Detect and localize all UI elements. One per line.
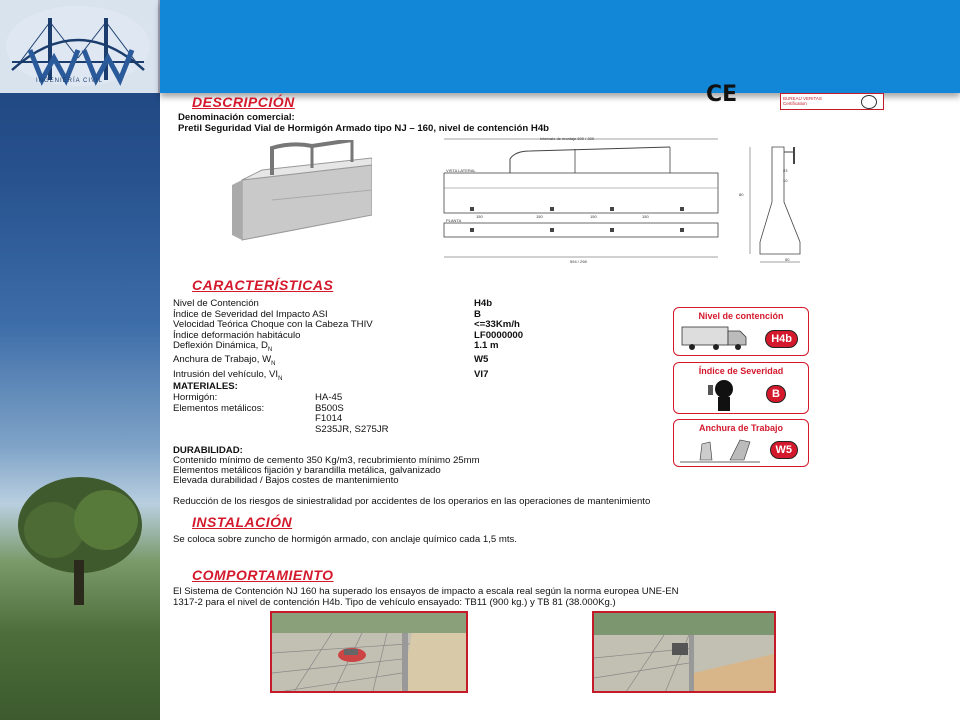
durabilidad-line-2: Elementos metálicos fijación y barandilla metálica, galvanizado [173,465,441,476]
section-dim-b: 10 [783,178,788,183]
comportamiento-line-1: El Sistema de Contención NJ 160 ha superado los ensayos de impacto a escala real según la norma europea UNE-EN [173,586,679,597]
denomination-value: Pretil Seguridad Vial de Hormigón Armado tipo NJ – 160, nivel de contención H4b [178,123,550,134]
crash-test-photo-2 [592,611,776,693]
badge-nivel-title: Nivel de contención [698,311,784,321]
characteristic-subscript: N [267,346,273,353]
university-logo [0,0,160,93]
durabilidad-line-3: Elevada durabilidad / Bajos costes de mantenimiento [173,475,399,486]
materials-table [173,393,389,435]
material-value: S235JR, S275JR [315,423,389,435]
certification-label: BUREAU VERITAS Certification [783,96,822,106]
material-label [173,425,315,436]
material-row [173,414,389,425]
technical-drawing [440,135,720,265]
heading-caracteristicas: CARACTERÍSTICAS [192,277,334,293]
barrier-deflection-icon [680,434,760,464]
characteristic-value: LF0000000 [474,329,524,341]
drawing-bottom-dimension: 594 / 298 [570,259,587,264]
characteristic-label: Índice deformación habitáculo [173,329,301,341]
driver-head-icon [704,377,744,413]
badge-nivel-contencion [673,307,809,356]
characteristic-value: B [474,308,481,320]
characteristic-label: Velocidad Teórica Choque con la Cabeza THIV [173,319,373,330]
drawing-dim-4: 150 [642,214,649,219]
section-drawing [742,142,812,267]
characteristic-label-cell [173,355,474,369]
drawing-dim-1: 150 [476,214,483,219]
characteristic-label: Nivel de Contención [173,298,259,309]
badge-anchura-trabajo [673,419,809,467]
characteristic-value: W5 [474,354,489,366]
characteristic-label: Índice de Severidad del Impacto ASI [173,308,328,320]
drawing-label-lateral: VISTA LATERAL [446,168,476,173]
material-label: Hormigón: [173,392,218,403]
badge-indice-severidad [673,362,809,414]
section-dim-width: 50 [785,257,790,262]
badge-anchura-value: W5 [770,441,799,459]
badge-anchura-title: Anchura de Trabajo [698,423,784,433]
characteristic-subscript: N [271,361,276,368]
tree-photo [14,470,146,610]
material-value: F1014 [315,413,343,424]
barrier-3d-image [232,140,372,250]
logo-subtitle: INGENIERÍA CIVIL [36,78,104,84]
material-label: Elementos metálicos: [173,402,265,414]
sidebar-background [0,0,160,720]
datasheet [170,95,890,720]
characteristic-value: H4b [474,298,493,309]
section-dim-height: 80 [739,192,744,197]
ce-mark: CE [706,82,738,107]
badge-severidad-value: B [766,385,786,403]
comportamiento-line-2: 1317-2 para el nivel de contención H4b. Tipo de vehículo ensayado: TB11 (900 kg.) y TB 81 (38.000Kg.) [173,597,616,608]
characteristics-table [173,299,523,384]
drawing-dim-2: 150 [536,214,543,219]
drawing-label-planta: PLANTA [446,218,462,223]
drawing-dim-3: 150 [590,214,597,219]
material-row [173,425,389,436]
material-row [173,393,389,404]
characteristic-value: <=33Km/h [474,319,520,330]
truck-icon [680,323,750,353]
characteristic-label: Intrusión del vehículo, VI [173,368,279,380]
badge-nivel-value: H4b [765,330,798,348]
characteristic-value: VI7 [474,368,489,380]
durabilidad-line-1: Contenido mínimo de cemento 350 Kg/m3, recubrimiento mínimo 25mm [173,455,480,466]
material-value: B500S [315,402,344,414]
material-row [173,404,389,415]
characteristic-label-cell [173,341,474,355]
durabilidad-note: Reducción de los riesgos de siniestralidad por accidentes de los operarios en las operaciones de mantenimiento [173,496,651,507]
characteristic-label: Anchura de Trabajo, W [173,354,272,366]
heading-descripcion: DESCRIPCIÓN [192,94,295,110]
title-bar [160,0,960,93]
denomination-label: Denominación comercial: [178,112,295,123]
characteristic-label: Deflexión Dinámica, D [173,340,268,351]
characteristic-value: 1.1 m [474,340,499,351]
characteristic-row [173,341,523,355]
drawing-top-dimension: Intervalo de montaje 600 / 300 [540,136,595,141]
heading-durabilidad: DURABILIDAD: [173,445,243,456]
heading-materiales: MATERIALES: [173,381,238,392]
heading-instalacion: INSTALACIÓN [192,514,293,530]
material-label [173,414,315,425]
section-dim-a: 23 [783,168,788,173]
characteristic-subscript: N [278,375,283,382]
characteristic-row [173,355,523,369]
badge-severidad-title: Índice de Severidad [698,366,784,376]
heading-comportamiento: COMPORTAMIENTO [192,567,334,583]
material-value: HA-45 [315,392,343,403]
crash-test-photo-1 [270,611,468,693]
instalacion-text: Se coloca sobre zuncho de hormigón armado, con anclaje químico cada 1,5 mts. [173,534,517,545]
